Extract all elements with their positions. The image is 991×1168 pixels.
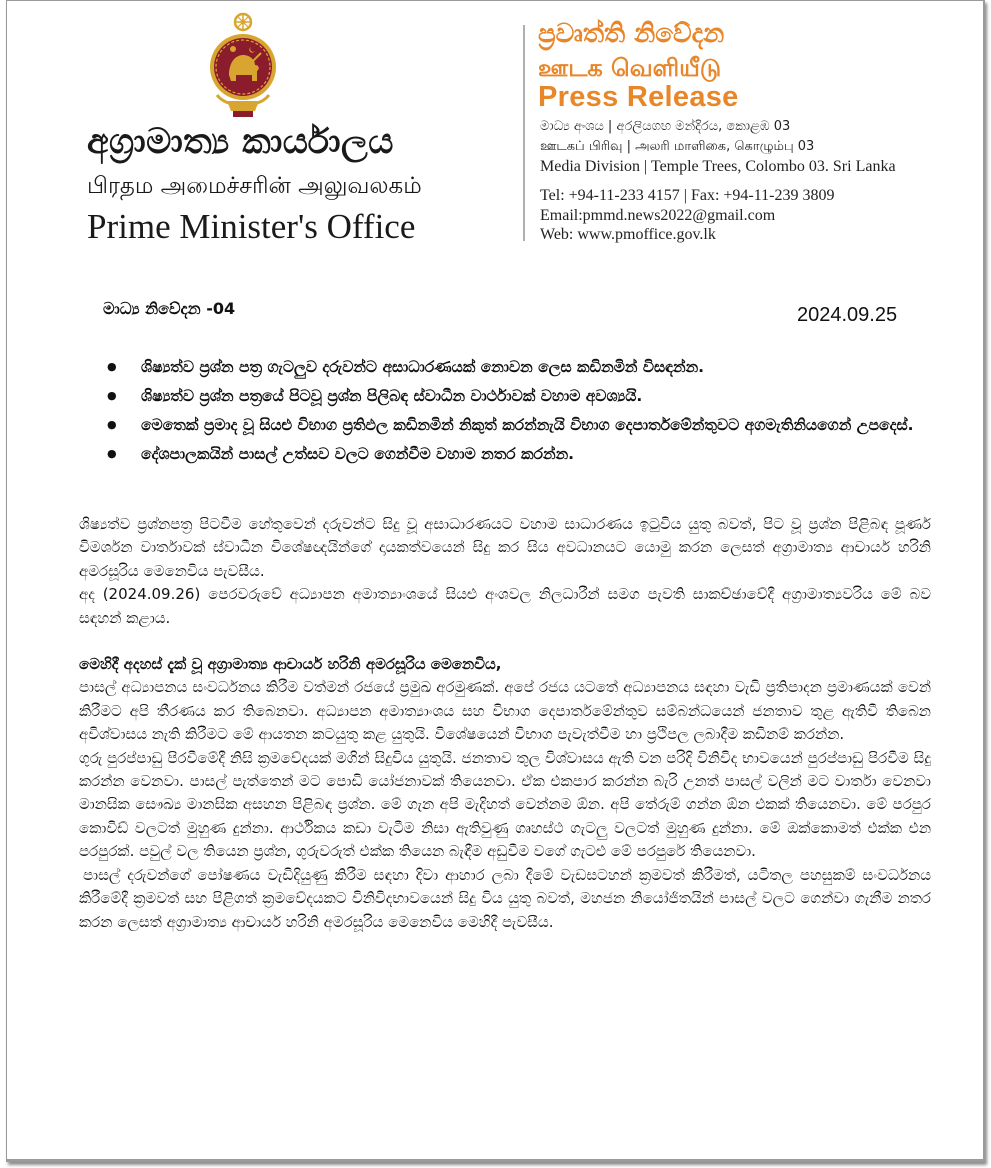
contact-line-tamil: ஊடகப் பிரிவு | அலரி மாளிகை, கொழும்பு 03 [540, 139, 815, 154]
body-paragraph-4: ගුරු පුරප්පාඩු පිරවීමේදී නිසි ක්‍රමවේදයක් මගින් සිදුවිය යුතුයි. ජනතාව තුල විශ්වාසය ඇති වන පරිදි විනිවිද භාවයෙන් පුරප්පාඩු පිරවීම සිදු කරන්න වෙනවා. පාසල් පැත්තෙන් මට පොඩි යෝජනාවක් තියෙනවා. ඒක එකපාර කරන්න බැරි උනත් පාසල් වලින් මට වාර්තා වෙනවා මානසික සෞඛ්‍ය මානසික අසහන පිළිබඳ ප්‍රශ්න. මේ ගැන අපි මැදිහත් වෙන්නම ඕන. අපි තේරුම් ගන්න ඕන එකක් තියෙනවා. මේ පරපුර කොවිඩ් වලටත් මුහුණ දුන්නා. ආර්ථිකය කඩා වැටීම නිසා ඇතිවුණු ගෘහස්ථ ගැටලු වලටත් මුහුණ දුන්නා. මේ ඔක්කොමත් එක්ක එන පරපුරක්. පවුල් වල තියෙන ප්‍රශ්න, ගුරුවරුත් එක්ක තියෙන බැඳීම අඩුවීම වගේ ගැටළු මේ පරපුරේ තියෙනවා. [79, 748, 931, 861]
body-paragraph-1: ශිෂ්‍යත්ව ප්‍රශ්නපත්‍ර පිටවීම හේතුවෙන් දරුවන්ට සිදු වූ අසාධාරණයට වහාම සාධාරණය ඉටුවිය යුතු බවත්, පිට වූ ප්‍රශ්න පිළිබඳ පූර්ණ විමර්ශන වාර්තාවක් ස්වාධීන විශේෂඥයින්ගේ දායකත්වයෙන් සිදු කර සිය අවධානයට යොමු කරන ලෙසත් අග්‍රාමාත්‍ය ආචාර්ය හරිනි අමරසූරිය මෙනෙවිය පැවසීය. [79, 515, 931, 580]
press-release-english: Press Release [538, 81, 739, 113]
bullet-item: ● ශිෂ්‍යත්ව ප්‍රශ්න පත්‍රයේ පිටවූ ප්‍රශ්න පිලිබඳ ස්වාධීන වාර්ථාවක් වහාම අවශ්‍යයි. [101, 383, 931, 409]
contact-line-english: Media Division | Temple Trees, Colombo 03. Sri Lanka [540, 158, 896, 175]
press-release-page [6, 0, 985, 1162]
contact-email[interactable]: Email:pmmd.news2022@gmail.com [540, 207, 776, 224]
contact-web[interactable]: Web: www.pmoffice.gov.lk [540, 226, 716, 243]
release-date: 2024.09.25 [797, 304, 898, 326]
header-divider [523, 25, 525, 241]
contact-line-sinhala: මාධ්‍ය අංශය | අරලියගහ මන්දිරය, කොළඹ 03 [540, 119, 791, 134]
contact-tel-fax: Tel: +94-11-233 4157 | Fax: +94-11-239 3809 [540, 187, 835, 204]
body-paragraph-5: පාසල් දරුවන්ගේ පෝෂණය වැඩිදියුණු කිරීම සඳහා දිවා ආහාර ලබා දීමේ වැඩසටහන් ක්‍රමවත් කිරීමත්, යටිතල පහසුකම් සංවර්ධනය කිරීමේදී ක්‍රමවත් සහ පිළිගත් ක්‍රමවේදයකට විනිවිදභාවයෙන් සිදු විය යුතු බවත්, මහජන නියෝජිතයින් පාසල් වලට ගෙන්වා ගැනීම නතර කරන ලෙසත් අග්‍රාමාත්‍ය ආචාර්ය හරිනි අමරසූරිය මෙනෙවිය මෙහිදී පැවසීය. [79, 865, 931, 931]
office-name-english: Prime Minister's Office [87, 207, 416, 246]
bullet-item: ● මෙතෙක් ප්‍රමාද වූ සියළු විභාග ප්‍රතිඵල කඩිනමින් නිකුත් කරන්නැයි විභාග දෙපාර්තමේන්තුවට අගමැතිනියගෙන් උපදෙස්. [101, 412, 931, 438]
office-name-tamil: பிரதம அமைச்சரின் அலுவலகம் [87, 173, 422, 199]
office-name-sinhala: අග්‍රාමාත්‍ය කාර්යාලය [87, 121, 394, 162]
highlight-bullets [101, 354, 931, 470]
sri-lanka-emblem-icon [203, 11, 283, 123]
paragraph-spacer [79, 630, 931, 653]
body-paragraph-2: අද (2024.09.26) පෙරවරුවේ අධ්‍යාපන අමාත්‍යාංශයේ සියළු අංශවල නිලධාරීන් සමග පැවති සාකච්ඡාවේදී අග්‍රාමාත්‍යවරිය මේ බව සඳහන් කළාය. [79, 585, 931, 627]
bullet-item: ● දේශපාලකයින් පාසල් උත්සව වලට ගෙන්වීම වහාම නතර කරන්න. [101, 441, 931, 467]
release-number: මාධ්‍ය නිවේදන -04 [103, 299, 236, 318]
press-release-sinhala: ප්‍රවෘත්ති නිවේදන [538, 19, 725, 49]
press-release-tamil: ஊடக வெளியீடு [538, 54, 722, 82]
release-body [79, 513, 931, 934]
bullet-item: ● ශිෂ්‍යත්ව ප්‍රශ්න පත්‍ර ගැටලුව දරුවන්ට අසාධාරණයක් නොවන ලෙස කඩිනමින් විසඳන්න. [101, 354, 931, 380]
body-lead: මෙහිදී අදහස් දැක් වූ අග්‍රාමාත්‍ය ආචාර්ය හරිනි අමරසූරිය මෙනෙවිය, [79, 655, 502, 674]
body-paragraph-3: පාසල් අධ්‍යාපනය සංවර්ධනය කිරීම වත්මන් රජයේ ප්‍රමුඛ අරමුණක්. අපේ රජය යටතේ අධ්‍යාපනය සඳහා වැඩි ප්‍රතිපාදන ප්‍රමාණයක් වෙන් කිරීමට අපි තීරණය කර තිබෙනවා. අධ්‍යාපන අමාත්‍යාංශය සහ විභාග දෙපාර්තමේන්තුව සම්බන්ධයෙන් ජනතාව තුළ ඇතිවී තිබෙන අවිශ්වාසය නැති කිරීමට මේ ආයතන කටයුතු කළ යුතුයි. විශේෂයෙන් විභාග පැවැත්වීම හා ප්‍රථිපල ලබාදීම කඩිනම් කරන්න. [79, 678, 931, 744]
